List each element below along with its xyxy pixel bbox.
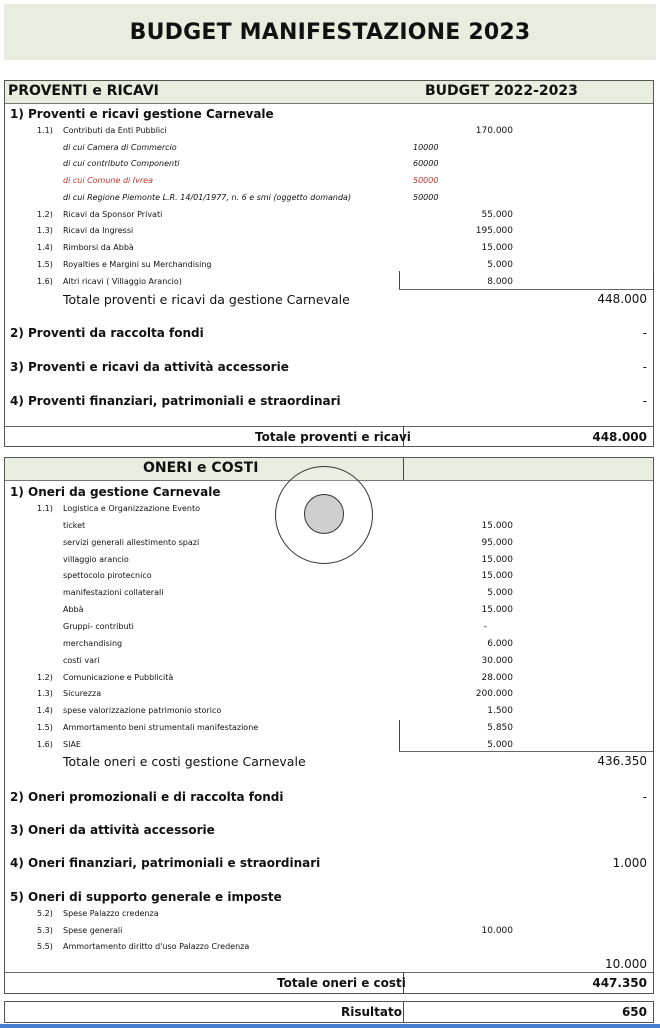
total-column-divider — [653, 271, 654, 289]
item-code: 5.2) — [37, 909, 53, 918]
item-code: 5.5) — [37, 942, 53, 951]
oneri-s2-value: - — [642, 790, 647, 804]
proventi-s4-value: - — [642, 394, 647, 408]
proventi-s2-value: - — [642, 326, 647, 340]
proventi-grand-total-label: Totale proventi e ricavi — [255, 430, 411, 444]
item-code: 1.3) — [37, 689, 53, 698]
oneri-s1-total-value: 436.350 — [597, 754, 647, 768]
item-code: 1.4) — [37, 243, 53, 252]
item-value: 15.000 — [481, 521, 513, 531]
item-value: 50000 — [413, 193, 439, 202]
total-column-divider — [653, 720, 654, 751]
item-value: 55.000 — [481, 210, 513, 220]
item-code: 1.2) — [37, 210, 53, 219]
oneri-grand-total-label: Totale oneri e costi — [277, 976, 406, 990]
item-value: 170.000 — [475, 126, 513, 136]
subtotal-bracket — [399, 271, 400, 289]
item-label: Sicurezza — [63, 689, 102, 698]
document-title-band — [4, 4, 656, 60]
item-label: costi vari — [63, 656, 100, 665]
window-bottom-edge — [0, 1024, 660, 1028]
item-label: Logistica e Organizzazione Evento — [63, 504, 201, 513]
item-label: merchandising — [63, 639, 123, 648]
item-code: 1.3) — [37, 226, 53, 235]
item-value: 5.000 — [487, 740, 513, 750]
risultato-row — [4, 1001, 654, 1023]
subtotal-underline — [399, 289, 653, 290]
item-label: Ammortamento beni strumentali manifestazione — [63, 723, 259, 732]
proventi-s3-title: 3) Proventi e ricavi da attività accessorie — [10, 360, 289, 374]
touch-indicator-dot — [304, 494, 344, 534]
item-value: 15.000 — [481, 571, 513, 581]
proventi-s4-title: 4) Proventi finanziari, patrimoniali e straordinari — [10, 394, 341, 408]
item-code: 1.5) — [37, 260, 53, 269]
item-label: Royalties e Margini su Merchandising — [63, 260, 212, 269]
item-value: - — [483, 622, 487, 632]
item-value: 10.000 — [481, 926, 513, 936]
item-label: di cui Comune di Ivrea — [63, 176, 154, 185]
item-value: 195.000 — [475, 226, 513, 236]
item-value: 30.000 — [481, 656, 513, 666]
item-value: 15.000 — [481, 605, 513, 615]
proventi-s2-title: 2) Proventi da raccolta fondi — [10, 326, 204, 340]
item-label: Spese generali — [63, 926, 123, 935]
item-code: 1.6) — [37, 740, 53, 749]
oneri-s2-title: 2) Oneri promozionali e di raccolta fondi — [10, 790, 284, 804]
item-label: di cui contributo Componenti — [63, 159, 180, 168]
oneri-s5-total-value: 10.000 — [605, 957, 647, 971]
item-label: di cui Regione Piemonte L.R. 14/01/1977, n. 6 e smi (oggetto domanda) — [63, 193, 352, 202]
item-value: 15.000 — [481, 243, 513, 253]
proventi-s1-total-value: 448.000 — [597, 292, 647, 306]
oneri-s4-title: 4) Oneri finanziari, patrimoniali e straordinari — [10, 856, 321, 870]
item-value: 6.000 — [487, 639, 513, 649]
item-label: Gruppi- contributi — [63, 622, 134, 631]
item-label: Abbà — [63, 605, 84, 614]
oneri-grand-total-value: 447.350 — [592, 976, 647, 990]
item-label: manifestazioni collaterali — [63, 588, 164, 597]
budget-column-header: BUDGET 2022-2023 — [425, 83, 578, 99]
proventi-s1-title: 1) Proventi e ricavi gestione Carnevale — [10, 107, 274, 121]
item-code: 5.3) — [37, 926, 53, 935]
item-label: Rimborsi da Abbà — [63, 243, 134, 252]
item-value: 5.000 — [487, 260, 513, 270]
item-code: 1.4) — [37, 706, 53, 715]
oneri-s4-value: 1.000 — [612, 856, 647, 870]
item-label: di cui Camera di Commercio — [63, 143, 177, 152]
proventi-s1-total-label: Totale proventi e ricavi da gestione Carnevale — [63, 292, 350, 307]
document-title: BUDGET MANIFESTAZIONE 2023 — [129, 19, 531, 45]
item-label: villaggio arancio — [63, 555, 129, 564]
item-label: Ricavi da Sponsor Privati — [63, 210, 163, 219]
proventi-header-title: PROVENTI e RICAVI — [8, 83, 159, 99]
risultato-value: 650 — [621, 1005, 647, 1019]
item-label: Altri ricavi ( Villaggio Arancio) — [63, 277, 182, 286]
item-value: 28.000 — [481, 673, 513, 683]
item-label: Comunicazione e Pubblicità — [63, 673, 174, 682]
oneri-s1-title: 1) Oneri da gestione Carnevale — [10, 485, 221, 499]
item-value: 95.000 — [481, 538, 513, 548]
item-code: 1.2) — [37, 673, 53, 682]
item-label: Ricavi da Ingressi — [63, 226, 134, 235]
item-label: Contributi da Enti Pubblici — [63, 126, 167, 135]
item-label: Ammortamento diritto d'uso Palazzo Credenza — [63, 942, 250, 951]
proventi-s3-value: - — [642, 360, 647, 374]
proventi-grand-total-value: 448.000 — [592, 430, 647, 444]
item-label: Spese Palazzo credenza — [63, 909, 159, 918]
item-label: servizi generali allestimento spazi — [63, 538, 200, 547]
risultato-sep — [403, 1002, 404, 1022]
oneri-grand-total-divider — [5, 972, 653, 973]
item-value: 1.500 — [487, 706, 513, 716]
item-label: ticket — [63, 521, 86, 530]
item-label: SIAE — [63, 740, 81, 749]
proventi-grand-total-divider — [5, 426, 653, 427]
item-code: 1.6) — [37, 277, 53, 286]
item-code: 1.5) — [37, 723, 53, 732]
item-code: 1.1) — [37, 126, 53, 135]
oneri-header-sep — [403, 458, 404, 480]
item-value: 200.000 — [475, 689, 513, 699]
risultato-label: Risultato — [341, 1005, 402, 1019]
oneri-s5-title: 5) Oneri di supporto generale e imposte — [10, 890, 282, 904]
oneri-s1-total-label: Totale oneri e costi gestione Carnevale — [63, 754, 306, 769]
item-value: 5.000 — [487, 588, 513, 598]
item-value: 8.000 — [487, 277, 513, 287]
subtotal-bracket — [399, 720, 400, 751]
oneri-s3-title: 3) Oneri da attività accessorie — [10, 823, 215, 837]
item-value: 10000 — [413, 143, 439, 152]
proventi-section — [4, 80, 654, 447]
item-label: spese valorizzazione patrimonio storico — [63, 706, 222, 715]
item-value: 50000 — [413, 176, 439, 185]
item-value: 60000 — [413, 159, 439, 168]
item-label: spettocolo pirotecnico — [63, 571, 152, 580]
item-code: 1.1) — [37, 504, 53, 513]
item-value: 5.850 — [487, 723, 513, 733]
oneri-header-title: ONERI e COSTI — [143, 460, 259, 476]
subtotal-underline — [399, 751, 653, 752]
item-value: 15.000 — [481, 555, 513, 565]
